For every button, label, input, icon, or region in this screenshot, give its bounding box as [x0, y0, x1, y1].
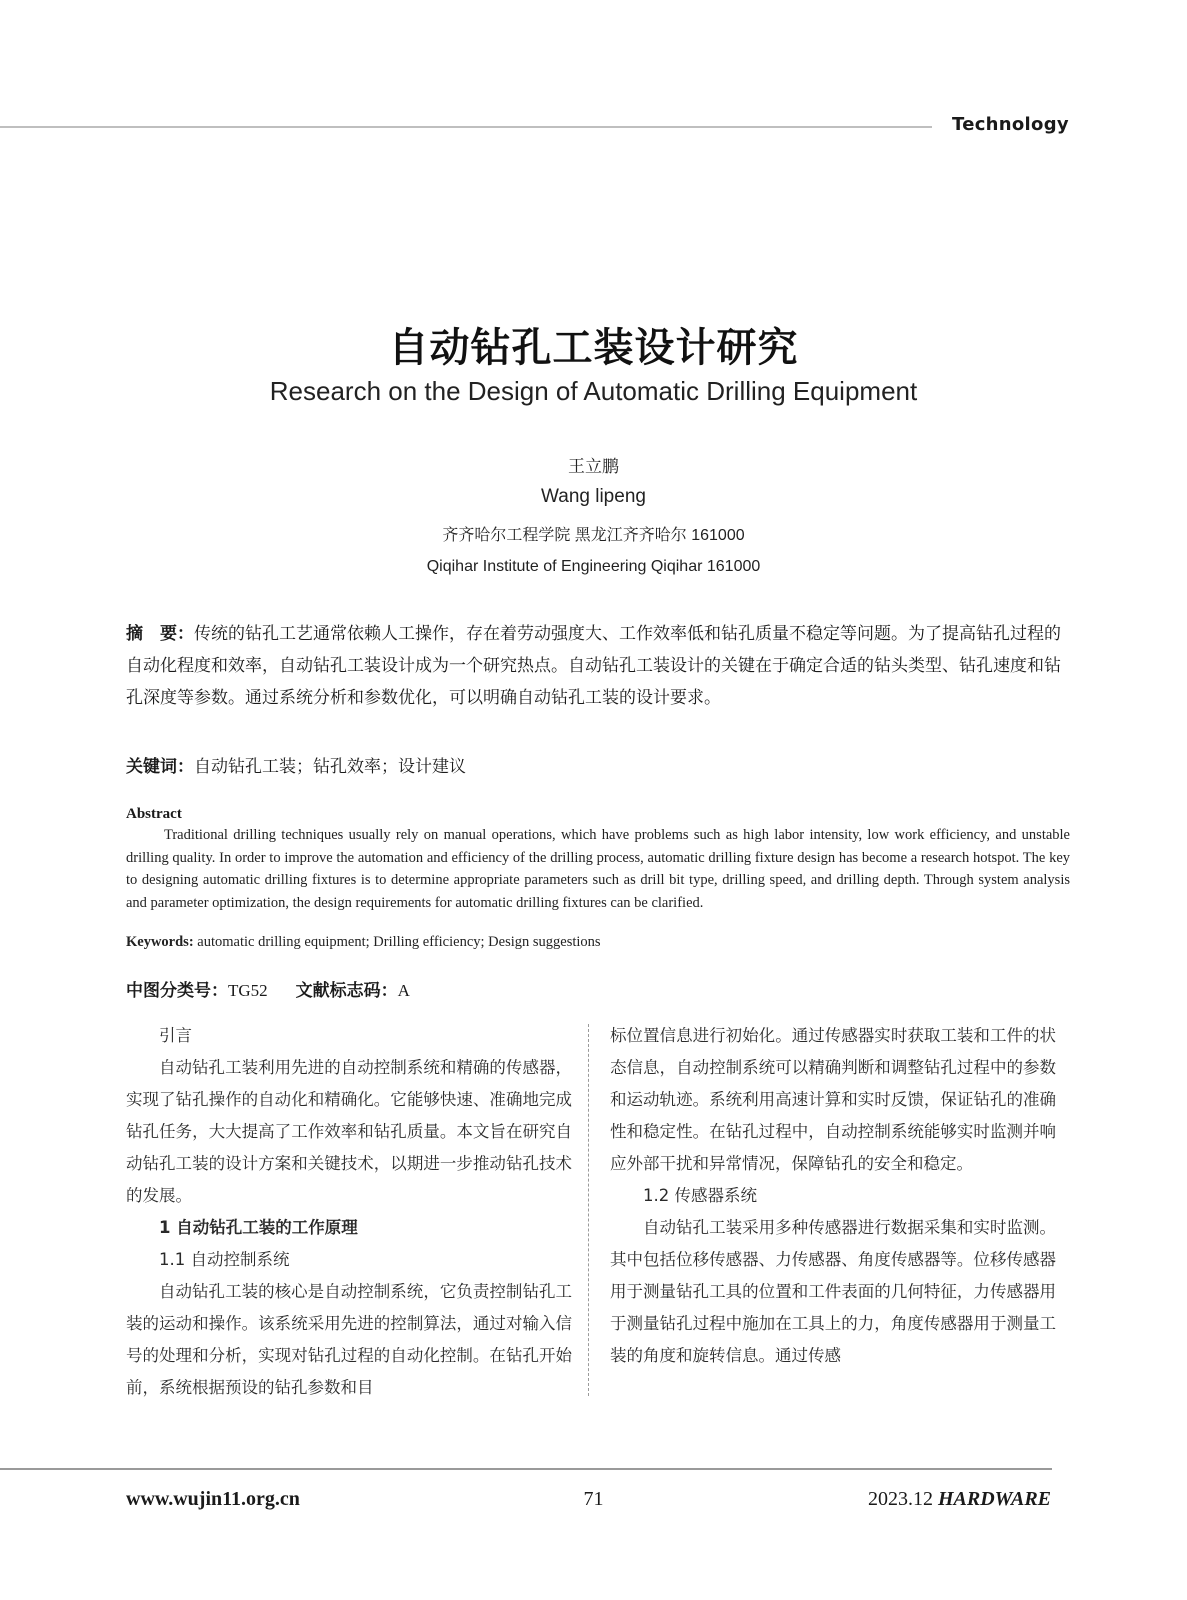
abstract-chinese-label: 摘 要： — [126, 624, 194, 644]
page-number: 71 — [583, 1488, 604, 1510]
keywords-english-label: Keywords: — [126, 934, 194, 950]
column-divider — [588, 1024, 589, 1396]
intro-heading: 引言 — [159, 1026, 192, 1045]
body-column-right — [610, 1020, 1056, 1372]
classification-line — [126, 976, 410, 1001]
footer-journal — [868, 1488, 1051, 1511]
header-rule — [0, 126, 932, 128]
section-tag: Technology — [952, 114, 1069, 135]
intro-paragraph: 自动钻孔工装利用先进的自动控制系统和精确的传感器，实现了钻孔操作的自动化和精确化。它能够快速、准确地完成钻孔任务，大大提高了工作效率和钻孔质量。本文旨在研究自动钻孔工装的设计方案和关键技术，以期进一步推动钻孔技术的发展。 — [126, 1058, 572, 1205]
body-column-left — [126, 1020, 572, 1404]
clc-label: 中图分类号： — [126, 981, 228, 1001]
affiliation-chinese: 齐齐哈尔工程学院 黑龙江齐齐哈尔 161000 — [442, 527, 745, 544]
section-1-2-heading: 1.2 传感器系统 — [643, 1186, 757, 1205]
section-1-2-paragraph: 自动钻孔工装采用多种传感器进行数据采集和实时监测。其中包括位移传感器、力传感器、角度传感器等。位移传感器用于测量钻孔工具的位置和工件表面的几何特征，力传感器用于测量钻孔过程中施加在工具上的力，角度传感器用于测量工装的角度和旋转信息。通过传感 — [610, 1218, 1056, 1365]
author-chinese: 王立鹏 — [568, 457, 619, 476]
keywords-chinese-label: 关键词： — [126, 757, 194, 777]
doc-code-value: A — [397, 981, 410, 1000]
abstract-chinese — [126, 618, 1070, 714]
title-chinese: 自动钻孔工装设计研究 — [388, 325, 799, 371]
footer-issue: 2023.12 — [868, 1488, 933, 1510]
footer-rule — [0, 1468, 1052, 1470]
abstract-english-text: Traditional drilling techniques usually rely on manual operations, which have problems such as high labor intensity, low work efficiency, and unstable drilling quality. In order to improve the automation and efficiency of the drilling process, automatic drilling fixture design has become a research hotspot. The key to designing automatic drilling fixtures is to determine appropriate parameters such as drill bit type, drilling speed, and drilling depth. Through system analysis and parameter optimization, the design requirements for automatic drilling fixtures can be clarified. — [126, 827, 1070, 911]
keywords-chinese-text: 自动钻孔工装；钻孔效率；设计建议 — [194, 757, 466, 777]
clc-value: TG52 — [228, 981, 268, 1000]
doc-code-label: 文献标志码： — [295, 981, 398, 1001]
keywords-english-text: automatic drilling equipment; Drilling efficiency; Design suggestions — [193, 934, 601, 950]
title-english: Research on the Design of Automatic Drilling Equipment — [269, 376, 918, 406]
section-1-1-paragraph: 自动钻孔工装的核心是自动控制系统，它负责控制钻孔工装的运动和操作。该系统采用先进的控制算法，通过对输入信号的处理和分析，实现对钻孔过程的自动化控制。在钻孔开始前，系统根据预设的钻孔参数和目 — [126, 1282, 572, 1397]
keywords-chinese — [126, 752, 1070, 777]
footer-journal-name: HARDWARE — [938, 1488, 1051, 1510]
section-1-1-heading: 1.1 自动控制系统 — [159, 1250, 290, 1269]
keywords-english — [126, 934, 1070, 951]
footer-url: www.wujin11.org.cn — [126, 1488, 300, 1510]
section-1-heading: 1 自动钻孔工装的工作原理 — [159, 1218, 358, 1237]
author-english: Wang lipeng — [541, 486, 646, 507]
abstract-english-heading: Abstract — [126, 806, 182, 822]
section-1-1-paragraph-continued: 标位置信息进行初始化。通过传感器实时获取工装和工件的状态信息，自动控制系统可以精确判断和调整钻孔过程中的参数和运动轨迹。系统利用高速计算和实时反馈，保证钻孔的准确性和稳定性。在钻孔过程中，自动控制系统能够实时监测并响应外部干扰和异常情况，保障钻孔的安全和稳定。 — [610, 1026, 1056, 1173]
abstract-chinese-text: 传统的钻孔工艺通常依赖人工操作，存在着劳动强度大、工作效率低和钻孔质量不稳定等问题。为了提高钻孔过程的自动化程度和效率，自动钻孔工装设计成为一个研究热点。自动钻孔工装设计的关键在于确定合适的钻头类型、钻孔速度和钻孔深度等参数。通过系统分析和参数优化，可以明确自动钻孔工装的设计要求。 — [126, 624, 1061, 708]
affiliation-english: Qiqihar Institute of Engineering Qiqihar 161000 — [426, 558, 761, 575]
